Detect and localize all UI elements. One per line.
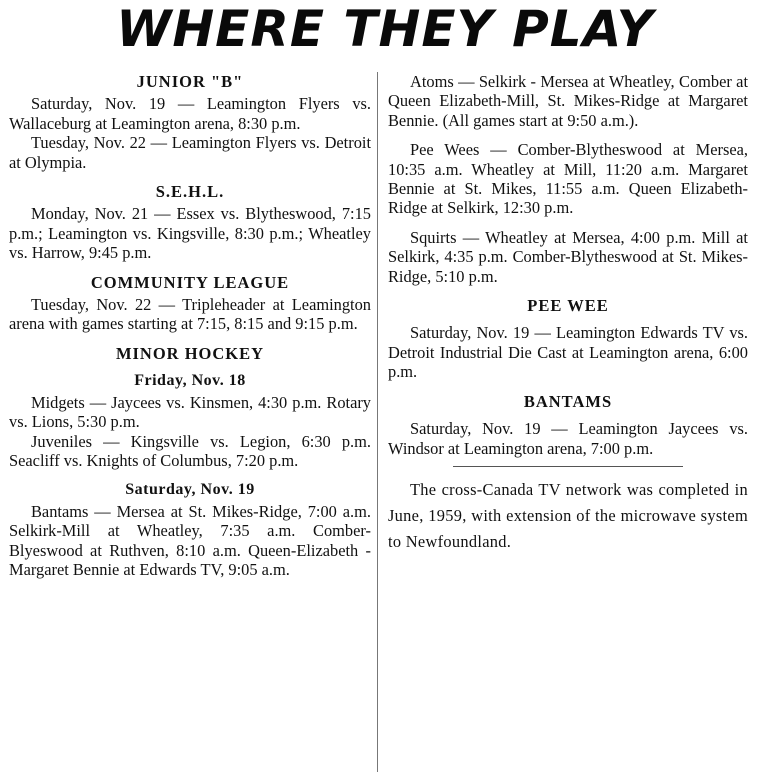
section-heading-community-league: COMMUNITY LEAGUE [90, 272, 290, 292]
schedule-item: Tuesday, Nov. 22 — Tripleheader at Leamington arena with games starting at 7:15, 8:15 and 9:15 p.m. [9, 295, 371, 334]
schedule-item: Bantams — Mersea at St. Mikes-Ridge, 7:00 a.m. Selkirk-Mill at Wheatley, 7:35 a.m. Comber-Blyeswood at Ruthven, 8:10 a.m. Queen-Elizabeth - Margaret Bennie at Edwards TV, 9:05 a.m. [9, 501, 371, 579]
separator-rule [453, 466, 683, 467]
schedule-item: Tuesday, Nov. 22 — Leamington Flyers vs. Detroit at Olympia. [9, 133, 371, 172]
section-heading-junior-b: JUNIOR "B" [136, 72, 244, 91]
schedule-item: Saturday, Nov. 19 — Leamington Flyers vs. Wallaceburg at Leamington arena, 8:30 p.m. [9, 94, 371, 133]
section-heading-minor-hockey: MINOR HOCKEY [115, 343, 265, 363]
section-heading-sehl: S.E.H.L. [155, 182, 225, 202]
note-text: The cross-Canada TV network was completed in June, 1959, with extension of the microwave system to Newfoundland. [388, 479, 748, 551]
schedule-item: Monday, Nov. 21 — Essex vs. Blytheswood, 7:15 p.m.; Leamington vs. Kingsville, 8:30 p.m.; Wheatley vs. Harrow, 9:45 p.m. [9, 204, 371, 263]
section-heading-pee-wee: PEE WEE [527, 296, 609, 316]
schedule-item-squirts: Squirts — Wheatley at Mersea, 4:00 p.m. Mill at Selkirk, 4:35 p.m. Comber-Blytheswood at St. Mikes-Ridge, 5:10 p.m. [388, 227, 748, 286]
schedule-item-pee-wees: Pee Wees — Comber-Blytheswood at Mersea, 10:35 a.m. Wheatley at Mill, 11:20 a.m. Margaret Bennie at St. Mikes, 11:55 a.m. Queen Elizabeth-Ridge at Selkirk, 12:30 p.m. [388, 140, 748, 218]
subheading-friday: Friday, Nov. 18 [134, 372, 246, 390]
schedule-item: Juveniles — Kingsville vs. Legion, 6:30 p.m. Seacliff vs. Knights of Columbus, 7:20 p.m. [9, 431, 371, 470]
schedule-item: Midgets — Jaycees vs. Kinsmen, 4:30 p.m. Rotary vs. Lions, 5:30 p.m. [9, 392, 371, 432]
subheading-saturday: Saturday, Nov. 19 [125, 481, 255, 499]
column-divider [377, 72, 378, 772]
section-heading-bantams: BANTAMS [523, 391, 613, 411]
headline: WHERE THEY PLAY [116, 0, 654, 58]
schedule-item: Saturday, Nov. 19 — Leamington Jaycees vs. Windsor at Leamington arena, 7:00 p.m. [388, 419, 748, 458]
schedule-item-atoms: Atoms — Selkirk - Mersea at Wheatley, Comber at Queen Elizabeth-Mill, St. Mikes-Ridge at Margaret Bennie. (All games start at 9:50 a.m.). [388, 72, 748, 130]
filler-note [388, 477, 748, 555]
schedule-item: Saturday, Nov. 19 — Leamington Edwards TV vs. Detroit Industrial Die Cast at Leamington arena, 6:00 p.m. [388, 323, 748, 382]
left-column [9, 72, 371, 579]
right-column [388, 72, 748, 555]
